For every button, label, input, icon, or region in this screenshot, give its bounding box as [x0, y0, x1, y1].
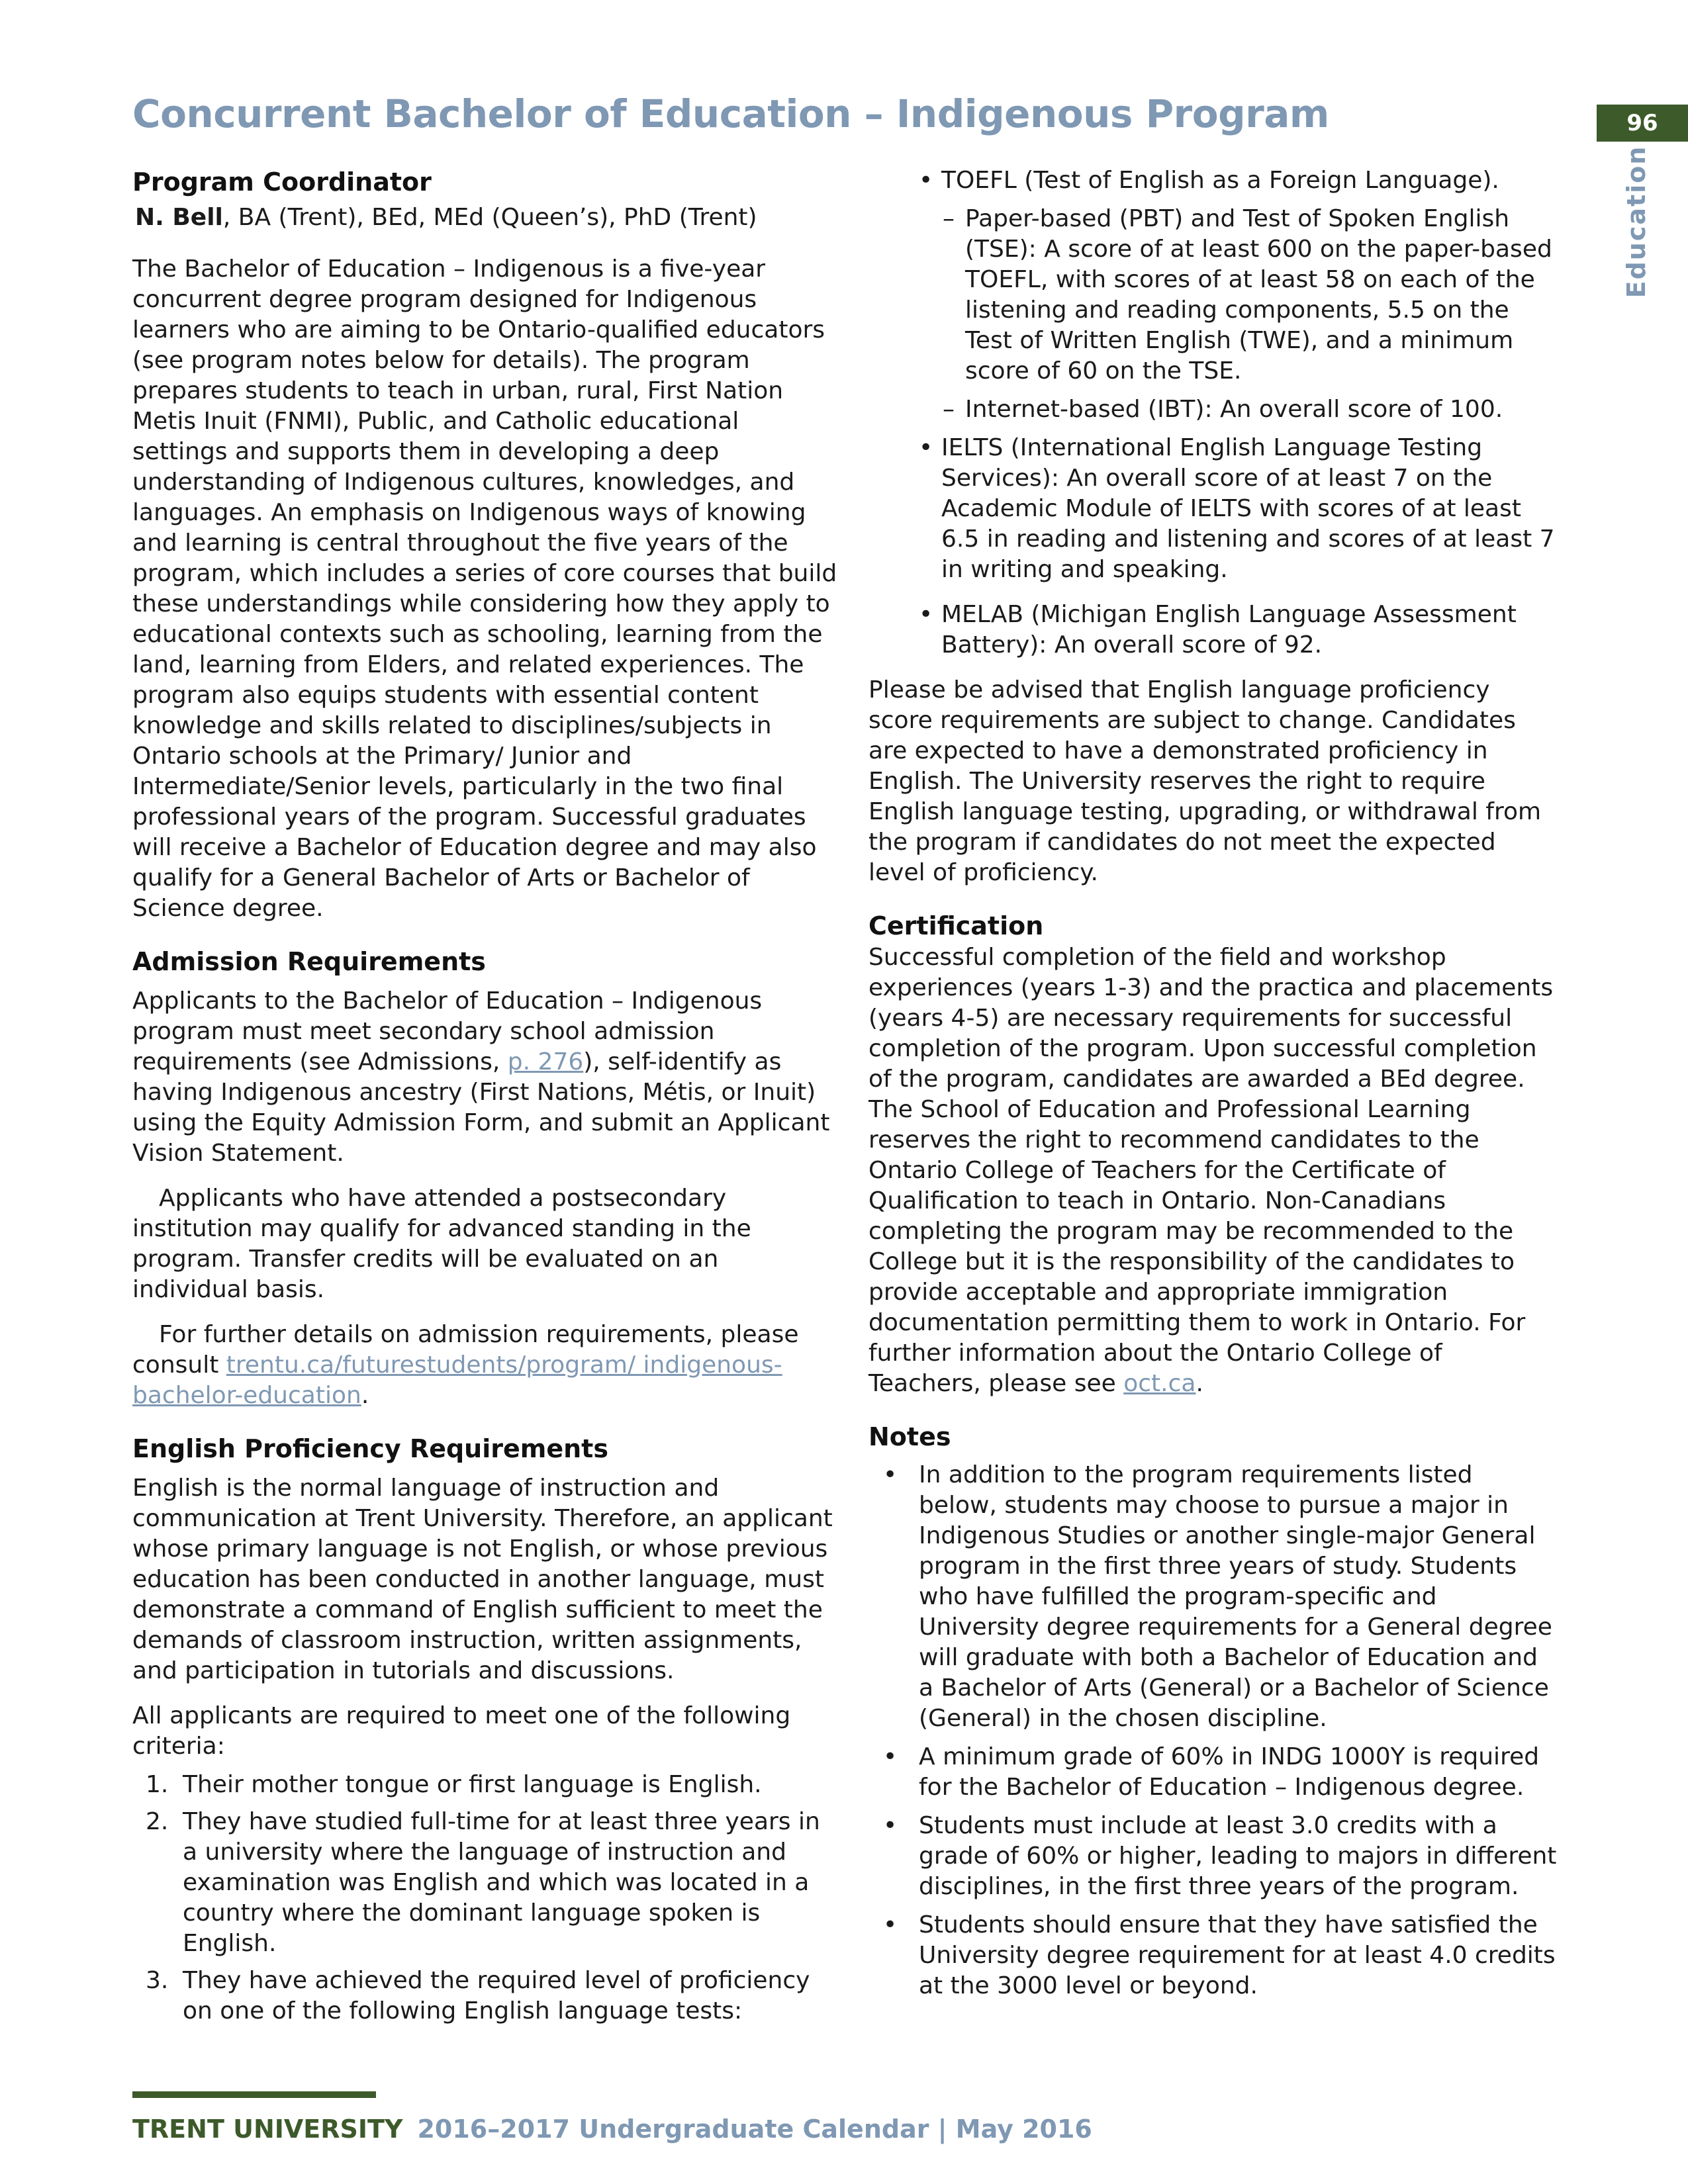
- admission-p3-text-a: For further details on admission requirements, please consult: [132, 1321, 799, 1379]
- oct-link[interactable]: oct.ca: [1123, 1370, 1196, 1397]
- list-text: They have achieved the required level of proficiency on one of the following English language tests:: [183, 1967, 810, 2025]
- list-item: [132, 1966, 841, 2026]
- list-item: [868, 394, 1557, 425]
- list-item: [868, 1910, 1557, 2001]
- left-column: [132, 165, 841, 2033]
- intro-paragraph: The Bachelor of Education – Indigenous is a five-year concurrent degree program designed for Indigenous learners who are aiming to be Ontario-qualified educators (see program notes below for details). The program prepares students to teach in urban, rural, First Nation Metis Inuit (FNMI), Public, and Catholic educational settings and supports them in developing a deep understanding of Indigenous cultures, knowledges, and languages. An emphasis on Indigenous ways of knowing and learning is central throughout the five years of the program, which includes a series of core courses that build these understandings while considering how they apply to educational contexts such as schooling, learning from the land, learning from Elders, and related experiences. The program also equips students with essential content knowledge and skills related to disciplines/subjects in Ontario schools at the Primary/ Junior and Intermediate/Senior levels, particularly in the two final professional years of the program. Successful graduates will receive a Bachelor of Education degree and may also qualify for a General Bachelor of Arts or Bachelor of Science degree.: [132, 255, 837, 922]
- test-list: [868, 165, 1557, 660]
- bullet-icon: •: [883, 1911, 898, 1938]
- bullet-icon: •: [919, 167, 933, 194]
- bullet-icon: •: [919, 601, 933, 628]
- toefl-pbt-text: Paper-based (PBT) and Test of Spoken English (TSE): A score of at least 600 on the paper-based TOEFL, with scores of at least 58 on each of the listening and reading components, 5.5 on the Test of Written English (TWE), and a minimum score of 60 on the TSE.: [965, 205, 1552, 385]
- note-text: In addition to the program requirements listed below, students may choose to pursue a major in Indigenous Studies or another single-major General program in the first three years of study. Students who have fulfilled the program-specific and University degree requirements for a General degree will graduate with both a Bachelor of Education and a Bachelor of Arts (General) or a Bachelor of Science (General) in the chosen discipline.: [919, 1461, 1552, 1732]
- coordinator-line: [132, 203, 841, 233]
- section-side-label: Education: [1622, 145, 1651, 298]
- program-url-link[interactable]: trentu.ca/futurestudents/program/ indigenous-bachelor-education: [132, 1351, 782, 1409]
- english-paragraph-2: All applicants are required to meet one of the following criteria:: [132, 1702, 791, 1760]
- note-text: Students should ensure that they have satisfied the University degree requirement for at least 4.0 credits at the 3000 level or beyond.: [919, 1911, 1556, 1999]
- list-text: They have studied full-time for at least three years in a university where the language of instruction and examination was English and which was located in a country where the dominant language spoken is English.: [183, 1808, 820, 1957]
- advice-paragraph: Please be advised that English language proficiency score requirements are subject to change. Candidates are expected to have a demonstrated proficiency in English. The University reserves the right to require English language testing, upgrading, or withdrawal from the program if candidates do not meet the expected level of proficiency.: [868, 676, 1542, 886]
- note-text: Students must include at least 3.0 credits with a grade of 60% or higher, leading to majors in different disciplines, in the first three years of the program.: [919, 1812, 1557, 1900]
- dash-icon: –: [943, 396, 955, 423]
- page-number-tab: 96: [1597, 105, 1688, 142]
- bullet-icon: •: [883, 1812, 898, 1839]
- footer-calendar: 2016–2017 Undergraduate Calendar | May 2016: [417, 2115, 1092, 2144]
- list-text: Their mother tongue or first language is English.: [183, 1771, 762, 1798]
- english-paragraph-1: English is the normal language of instruction and communication at Trent University. Therefore, an applicant whose primary language is not English, or whose previous education has been conducted in another language, must demonstrate a command of English sufficient to meet the demands of classroom instruction, written assignments, and participation in tutorials and discussions.: [132, 1475, 833, 1684]
- list-item: [868, 1460, 1557, 1734]
- admission-p3-text-b: .: [361, 1382, 369, 1409]
- toefl-sub-list: [941, 204, 1557, 425]
- certification-heading: Certification: [868, 911, 1044, 940]
- note-text: A minimum grade of 60% in INDG 1000Y is required for the Bachelor of Education – Indigenous degree.: [919, 1743, 1540, 1801]
- melab-text: MELAB (Michigan English Language Assessment Battery): An overall score of 92.: [941, 601, 1517, 659]
- list-item-melab: [868, 600, 1557, 660]
- admission-paragraph-2: Applicants who have attended a postsecondary institution may qualify for advanced standing in the program. Transfer credits will be evaluated on an individual basis.: [132, 1185, 751, 1303]
- admission-paragraph-3: [132, 1320, 841, 1411]
- coordinator-credentials: , BA (Trent), BEd, MEd (Queen’s), PhD (Trent): [222, 204, 757, 231]
- bullet-icon: •: [883, 1461, 898, 1488]
- english-heading: English Proficiency Requirements: [132, 1434, 608, 1463]
- criteria-list: [132, 1770, 841, 2026]
- admission-heading: Admission Requirements: [132, 947, 486, 976]
- cert-text-b: .: [1196, 1370, 1203, 1397]
- coordinator-name: N. Bell: [135, 204, 223, 231]
- ielts-text: IELTS (International English Language Testing Services): An overall score of at least 7 on the Academic Module of IELTS with scores of at least 6.5 in reading and listening and scores of at least 7 in writing and speaking.: [941, 434, 1555, 583]
- admission-paragraph-1: [132, 986, 841, 1169]
- right-column: [868, 165, 1557, 2009]
- admission-text-b: ), self-identify as having Indigenous ancestry (First Nations, Métis, or Inuit) using the Equity Admission Form, and submit an Applicant Vision Statement.: [132, 1048, 830, 1167]
- list-item: [132, 1770, 841, 1800]
- admissions-page-link[interactable]: p. 276: [507, 1048, 584, 1075]
- admission-text-a: Applicants to the Bachelor of Education – Indigenous program must meet secondary school admission requirements (see Admissions,: [132, 987, 763, 1075]
- footer-university: TRENT UNIVERSITY: [132, 2115, 403, 2144]
- list-item-toefl: [868, 165, 1557, 425]
- notes-list: [868, 1460, 1557, 2001]
- toefl-ibt-text: Internet-based (IBT): An overall score of 100.: [965, 396, 1503, 423]
- page-footer: [132, 2115, 1092, 2144]
- page-title: Concurrent Bachelor of Education – Indigenous Program: [132, 91, 1329, 136]
- cert-text-a: Successful completion of the field and workshop experiences (years 1-3) and the practica and placements (years 4-5) are necessary requirements for successful completion of the program. Upon successful completion of the program, candidates are awarded a BEd degree. The School of Education and Professional Learning reserves the right to recommend candidates to the Ontario College of Teachers for the Certificate of Qualification to teach in Ontario. Non-Canadians completing the program may be recommended to the College but it is the responsibility of the candidates to provide acceptable and appropriate immigration documentation permitting them to work in Ontario. For further information about the Ontario College of Teachers, please see: [868, 944, 1554, 1397]
- toefl-text: TOEFL (Test of English as a Foreign Language).: [941, 167, 1499, 194]
- dash-icon: –: [943, 205, 955, 232]
- certification-paragraph: [868, 942, 1557, 1399]
- bullet-icon: •: [883, 1743, 898, 1770]
- list-item: [868, 1811, 1557, 1902]
- list-item: [868, 1742, 1557, 1803]
- list-item: [868, 204, 1557, 387]
- notes-heading: Notes: [868, 1422, 951, 1451]
- list-number: 3.: [146, 1967, 169, 1994]
- list-item: [132, 1807, 841, 1959]
- list-number: 2.: [146, 1808, 169, 1835]
- footer-rule: [132, 2091, 376, 2098]
- coordinator-heading: Program Coordinator: [132, 167, 432, 197]
- bullet-icon: •: [919, 434, 933, 461]
- list-number: 1.: [146, 1771, 169, 1798]
- list-item-ielts: [868, 433, 1557, 585]
